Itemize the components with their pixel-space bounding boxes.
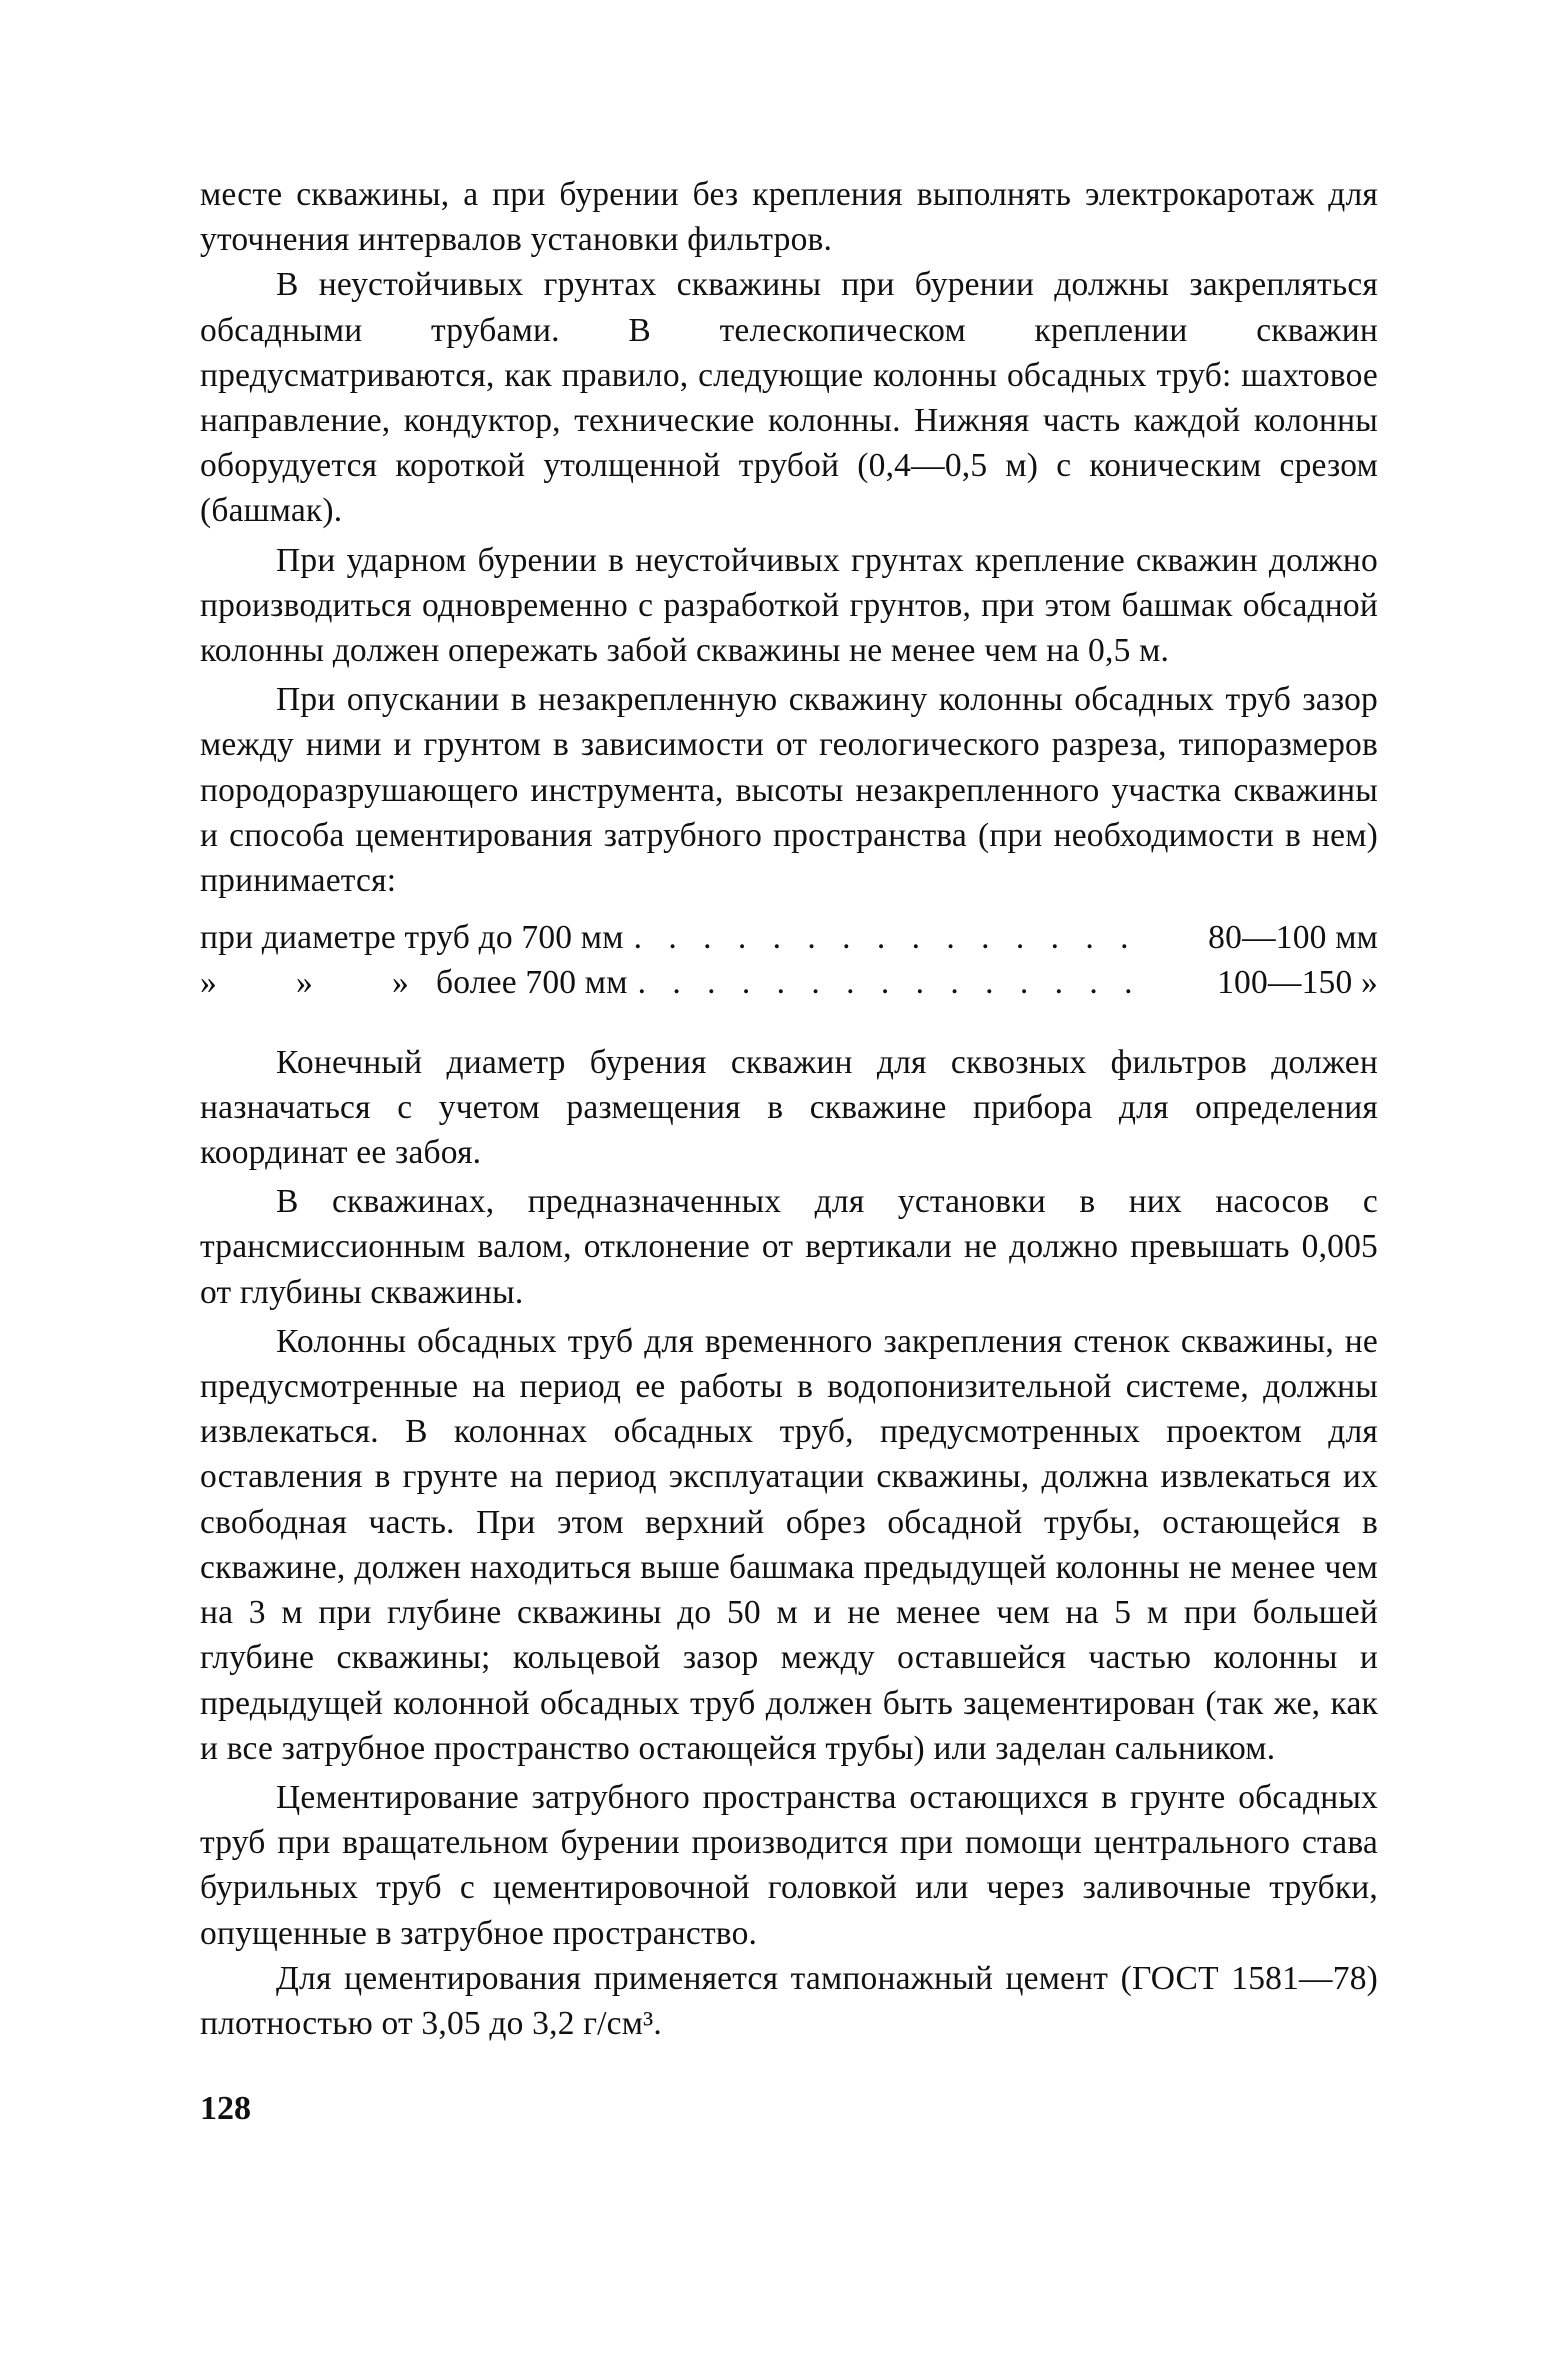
table-row-value: 80—100 мм <box>1208 919 1378 957</box>
table-row <box>200 960 1378 1005</box>
table-row-label: при диаметре труб до 700 мм <box>200 919 624 957</box>
paragraph-continued: месте скважины, а при бурении без крепления выполнять электрокаротаж для уточнения интервалов установки фильтров. <box>200 176 1378 259</box>
paragraph-clearance: При опускании в незакрепленную скважину колонны обсадных труб зазор между ними и грунтом в зависимости от геологического разреза, типоразмеров породоразрушающего инструмента, высоты незакрепленного участка скважины и способа цементирования затрубного пространства (при необходимости в нем) принимается: <box>200 681 1378 900</box>
table-row-label-text: более 700 мм <box>436 964 628 1002</box>
paragraph-cement-type: Для цементирования применяется тампонажный цемент (ГОСТ 1581—78) плотностью от 3,05 до 3,2 г/см³. <box>200 1959 1378 2042</box>
paragraph-casing-pipes: В неустойчивых грунтах скважины при бурении должны закрепляться обсадными трубами. В телескопическом креплении скважин предусматриваются, как правило, следующие колонны обсадных труб: шахтовое направление, кондуктор, технические колонны. Нижняя часть каждой колонны оборудуется короткой утолщенной трубой (0,4—0,5 м) с коническим срезом (башмак). <box>200 266 1378 530</box>
paragraph-percussion-drilling: При ударном бурении в неустойчивых грунтах крепление скважин должно производиться одновременно с разработкой грунтов, при этом башмак обсадной колонны должен опережать забой скважины не менее чем на 0,5 м. <box>200 541 1378 670</box>
ditto-mark: » <box>200 964 217 1002</box>
table-row-value: 100—150 » <box>1217 964 1378 1002</box>
clearance-table <box>200 915 1378 1005</box>
paragraph-final-diameter: Конечный диаметр бурения скважин для сквозных фильтров должен назначаться с учетом размещения в скважине прибора для определения координат ее забоя. <box>200 1043 1378 1172</box>
body-text <box>200 172 1378 2046</box>
table-row <box>200 915 1378 960</box>
ditto-mark: » <box>296 964 313 1002</box>
table-row-leader: . . . . . . . . . . . . . . . <box>637 964 1142 1002</box>
table-row-label <box>200 960 628 1005</box>
table-row-leader: . . . . . . . . . . . . . . . <box>633 919 1138 957</box>
paragraph-cementing: Цементирование затрубного пространства остающихся в грунте обсадных труб при вращательном бурении производится при помощи центрального става бурильных труб с цементировочной головкой или через заливочные трубки, опущенные в затрубное пространство. <box>200 1778 1378 1952</box>
ditto-mark: » <box>392 964 409 1002</box>
page-number: 128 <box>200 2090 251 2127</box>
paragraph-temporary-casing: Колонны обсадных труб для временного закрепления стенок скважины, не предусмотренные на период ее работы в водопонизительной системе, должны извлекаться. В колоннах обсадных труб, предусмотренных проектом для оставления в грунте на период эксплуатации скважины, должна извлекаться их свободная часть. При этом верхний обрез обсадной трубы, остающейся в скважине, должен находиться выше башмака предыдущей колонны не менее чем на 3 м при глубине скважины до 50 м и не менее чем на 5 м при большей глубине скважины; кольцевой зазор между оставшейся частью колонны и предыдущей колонной обсадных труб должен быть зацементирован (так же, как и все затрубное пространство остающейся трубы) или заделан сальником. <box>200 1322 1378 1767</box>
paragraph-pump-wells: В скважинах, предназначенных для установки в них насосов с трансмиссионным валом, отклонение от вертикали не должно превышать 0,005 от глубины скважины. <box>200 1183 1378 1311</box>
